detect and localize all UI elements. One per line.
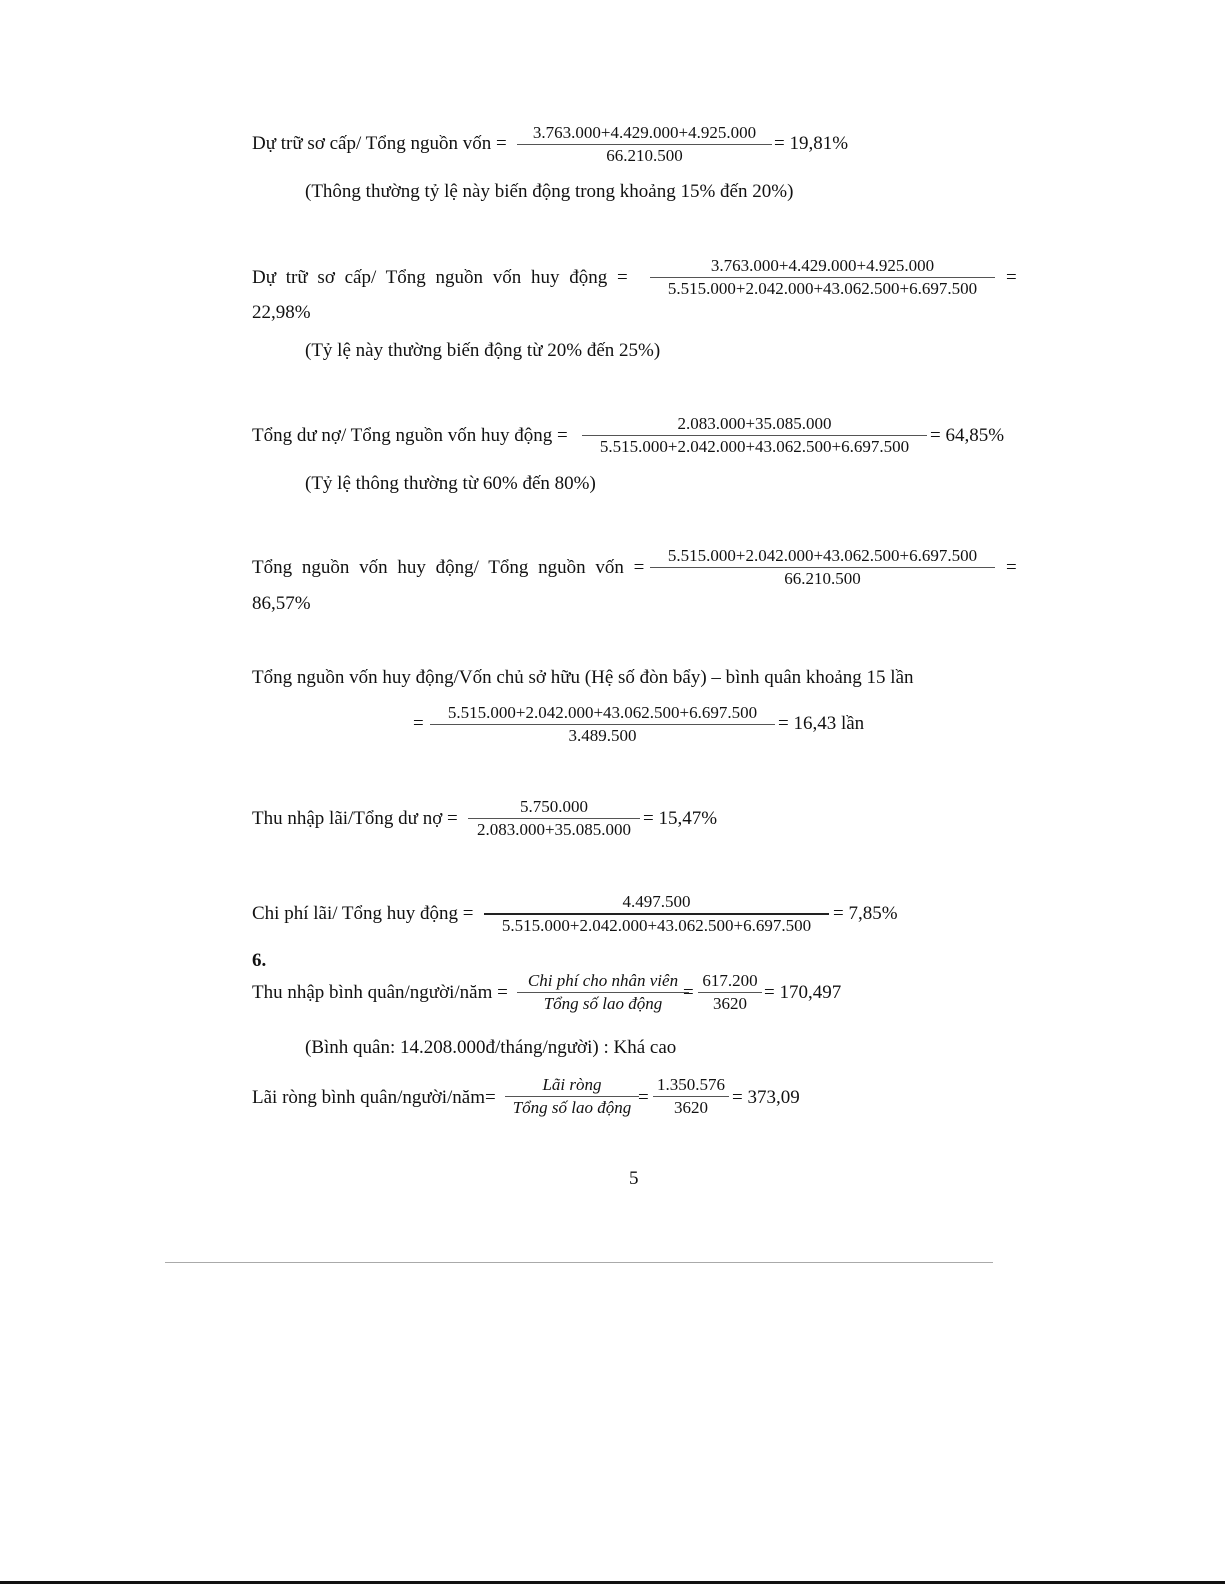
income-label: Thu nhập bình quân/người/năm = — [252, 982, 508, 1003]
ratio1-numerator: 3.763.000+4.429.000+4.925.000 — [532, 123, 757, 142]
ratio7-denominator: 5.515.000+2.042.000+43.062.500+6.697.500 — [501, 916, 812, 935]
fraction-bar — [650, 567, 995, 568]
ratio6-fraction — [468, 797, 640, 840]
ratio1-fraction — [517, 123, 772, 166]
ratio5-prefix: = — [413, 713, 424, 734]
fraction-bar — [517, 992, 689, 993]
income-numerator-value: 617.200 — [702, 971, 758, 990]
ratio2-note: (Tỷ lệ này thường biến động từ 20% đến 25%) — [305, 340, 661, 361]
page-number: 5 — [629, 1168, 639, 1189]
ratio3-note: (Tỷ lệ thông thường từ 60% đến 80%) — [305, 473, 596, 494]
fraction-bar — [517, 144, 772, 145]
fraction-bar — [653, 1096, 729, 1097]
ratio5-fraction — [430, 703, 775, 746]
ratio3-numerator: 2.083.000+35.085.000 — [677, 414, 832, 433]
income-note: (Bình quân: 14.208.000đ/tháng/người) : Khá cao — [305, 1037, 677, 1058]
profit-numerator-value: 1.350.576 — [657, 1075, 725, 1094]
fraction-bar — [650, 277, 995, 278]
profit-numerator-text: Lãi ròng — [542, 1075, 602, 1094]
ratio2-numerator: 3.763.000+4.429.000+4.925.000 — [710, 256, 935, 275]
ratio5-label: Tổng nguồn vốn huy động/Vốn chủ sở hữu (Hệ số đòn bẩy) – bình quân khoảng 15 lần — [252, 667, 914, 688]
ratio4-label: Tổng nguồn vốn huy động/ Tổng nguồn vốn = — [252, 557, 645, 578]
fraction-bar — [582, 435, 927, 436]
fraction-bar — [505, 1096, 639, 1097]
ratio6-result: = 15,47% — [643, 808, 718, 829]
ratio2-equals: = — [1006, 267, 1017, 288]
ratio5-result: = 16,43 lần — [778, 713, 865, 734]
page-bottom-edge — [0, 1581, 1225, 1584]
profit-denominator-value: 3620 — [674, 1098, 708, 1117]
ratio4-denominator: 66.210.500 — [784, 569, 861, 588]
profit-denominator-text: Tổng số lao động — [512, 1098, 632, 1117]
ratio7-numerator: 4.497.500 — [622, 892, 691, 911]
ratio2-result: 22,98% — [252, 302, 311, 323]
ratio3-denominator: 5.515.000+2.042.000+43.062.500+6.697.500 — [599, 437, 910, 456]
income-denominator-text: Tổng số lao động — [543, 994, 663, 1013]
ratio3-fraction — [582, 414, 927, 457]
ratio2-label: Dự trữ sơ cấp/ Tổng nguồn vốn huy động = — [252, 267, 628, 288]
profit-fraction-values — [653, 1075, 729, 1118]
fraction-bar — [484, 913, 829, 915]
ratio1-note: (Thông thường tỷ lệ này biến động trong khoảng 15% đến 20%) — [305, 181, 794, 202]
ratio7-label: Chi phí lãi/ Tổng huy động = — [252, 903, 474, 924]
section-heading: 6. — [252, 950, 267, 971]
income-result: = 170,497 — [764, 982, 842, 1003]
ratio6-label: Thu nhập lãi/Tổng dư nợ = — [252, 808, 458, 829]
ratio4-equals: = — [1006, 557, 1017, 578]
ratio6-numerator: 5.750.000 — [520, 797, 588, 816]
profit-fraction-formula — [505, 1075, 639, 1118]
ratio1-denominator: 66.210.500 — [606, 146, 683, 165]
profit-equals: = — [638, 1087, 649, 1108]
income-equals: = — [683, 982, 694, 1003]
ratio4-numerator: 5.515.000+2.042.000+43.062.500+6.697.500 — [667, 546, 978, 565]
ratio7-fraction — [484, 892, 829, 936]
ratio5-denominator: 3.489.500 — [568, 726, 637, 745]
ratio3-label: Tổng dư nợ/ Tổng nguồn vốn huy động = — [252, 425, 568, 446]
income-numerator-text: Chi phí cho nhân viên — [527, 971, 679, 990]
income-fraction-formula — [517, 971, 689, 1014]
ratio4-result: 86,57% — [252, 593, 311, 614]
fraction-bar — [468, 818, 640, 819]
ratio5-numerator: 5.515.000+2.042.000+43.062.500+6.697.500 — [447, 703, 758, 722]
ratio4-fraction — [650, 546, 995, 589]
ratio3-result: = 64,85% — [930, 425, 1005, 446]
income-fraction-values — [698, 971, 762, 1014]
ratio2-fraction — [650, 256, 995, 299]
ratio7-result: = 7,85% — [833, 903, 898, 924]
ratio2-denominator: 5.515.000+2.042.000+43.062.500+6.697.500 — [667, 279, 978, 298]
ratio1-label: Dự trữ sơ cấp/ Tổng nguồn vốn = — [252, 133, 507, 154]
fraction-bar — [430, 724, 775, 725]
ratio6-denominator: 2.083.000+35.085.000 — [476, 820, 632, 839]
ratio1-result: = 19,81% — [774, 133, 849, 154]
profit-result: = 373,09 — [732, 1087, 800, 1108]
profit-label: Lãi ròng bình quân/người/năm= — [252, 1087, 496, 1108]
page-separator-rule — [165, 1262, 993, 1263]
fraction-bar — [698, 992, 762, 993]
income-denominator-value: 3620 — [713, 994, 747, 1013]
